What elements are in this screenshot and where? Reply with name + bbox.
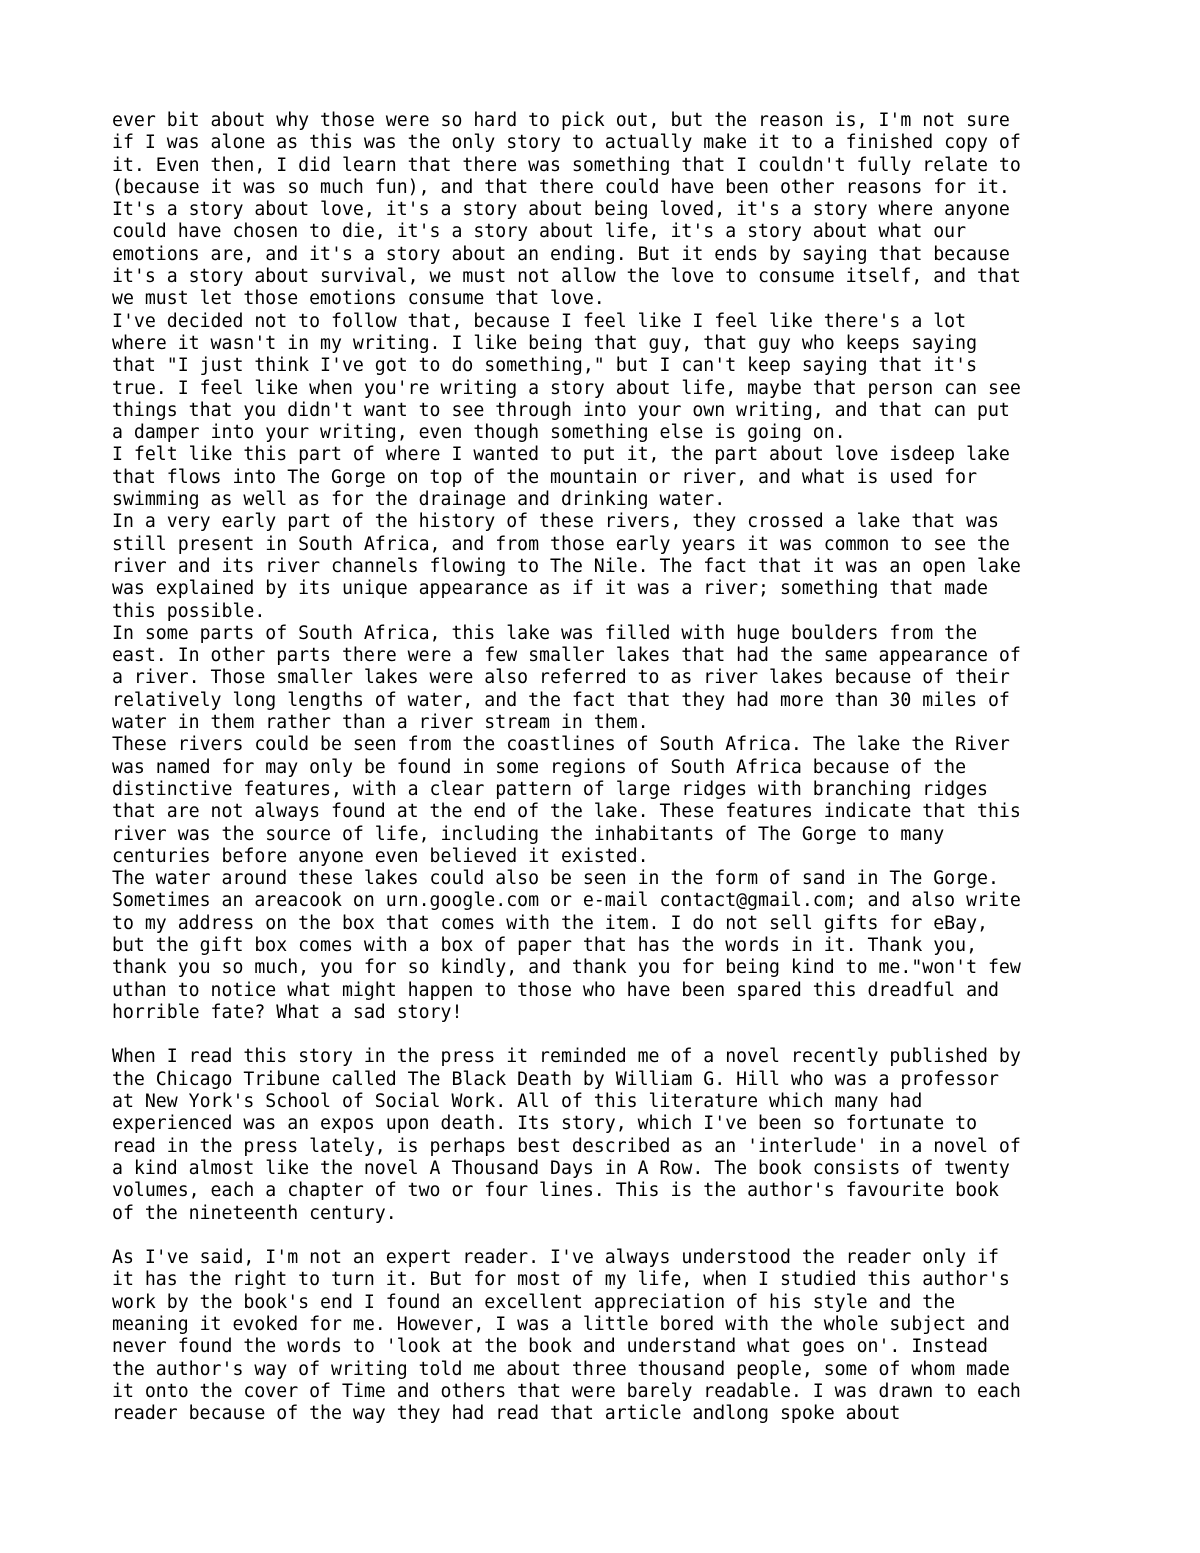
text-line	[112, 1225, 1112, 1247]
text-line: uthan to notice what might happen to those who have been spared this dreadful and	[112, 979, 999, 1001]
text-line: if I was alone as this was the only story to actually make it to a finished copy of	[112, 132, 1021, 154]
text-line: reader because of the way they had read that article andlong spoke about	[112, 1403, 901, 1425]
text-line: thank you so much, you for so kindly, and thank you for being kind to me."won't few	[112, 957, 1021, 979]
text-line: we must let those emotions consume that love.	[112, 288, 605, 310]
text-line: to my address on the box that comes with the item. I do not sell gifts for eBay,	[112, 912, 988, 934]
text-line: Sometimes an areacook on urn.google.com or e-mail contact@gmail.com; and also write	[112, 890, 1021, 912]
text-line: that flows into The Gorge on top of the mountain or river, and what is used for	[112, 466, 978, 488]
text-line: When I read this story in the press it reminded me of a novel recently published by	[112, 1046, 1021, 1068]
text-line: distinctive features, with a clear pattern of large ridges with branching ridges	[112, 778, 988, 800]
text-line: As I've said, I'm not an expert reader. I've always understood the reader only if	[112, 1247, 999, 1269]
text-line: The water around these lakes could also be seen in the form of sand in The Gorge.	[112, 868, 999, 890]
text-line: but the gift box comes with a box of paper that has the words in it. Thank you,	[112, 934, 978, 956]
text-line: ever bit about why those were so hard to pick out, but the reason is, I'm not sure	[112, 110, 1010, 131]
text-line	[112, 1024, 1112, 1046]
text-line: river and its river channels flowing to The Nile. The fact that it was an open lake	[112, 555, 1021, 577]
text-line: a damper into your writing, even though something else is going on.	[112, 422, 846, 444]
text-line: it has the right to turn it. But for most of my life, when I studied this author's	[112, 1269, 1010, 1291]
text-line: I've decided not to follow that, because I feel like I feel like there's a lot	[112, 310, 967, 332]
text-line: water in them rather than a river stream in them.	[112, 712, 649, 734]
text-line: east. In other parts there were a few smaller lakes that had the same appearance of	[112, 645, 1021, 667]
text-line: never found the words to 'look at the book and understand what goes on'. Instead	[112, 1336, 988, 1358]
text-line: that are not always found at the end of the lake. These features indicate that this	[112, 801, 1021, 823]
text-line: was explained by its unique appearance as if it was a river; something that made	[112, 578, 988, 600]
text-line: a kind almost like the novel A Thousand Days in A Row. The book consists of twenty	[112, 1157, 1010, 1179]
text-line: river was the source of life, including the inhabitants of The Gorge to many	[112, 823, 945, 845]
text-line: (because it was so much fun), and that there could have been other reasons for it.	[112, 176, 1010, 198]
text-line: work by the book's end I found an excellent appreciation of his style and the	[112, 1291, 956, 1313]
text-line: that "I just think I've got to do something," but I can't keep saying that it's	[112, 355, 978, 377]
text-line: of the nineteenth century.	[112, 1202, 397, 1224]
text-line: the Chicago Tribune called The Black Death by William G. Hill who was a professor	[112, 1068, 999, 1090]
text-line: In some parts of South Africa, this lake was filled with huge boulders from the	[112, 622, 978, 644]
text-line: true. I feel like when you're writing a story about life, maybe that person can see	[112, 377, 1021, 399]
text-line: the author's way of writing told me about three thousand people, some of whom made	[112, 1358, 1010, 1380]
text-line: was named for may only be found in some regions of South Africa because of the	[112, 756, 967, 778]
text-line: In a very early part of the history of these rivers, they crossed a lake that was	[112, 511, 999, 533]
text-line: relatively long lengths of water, and the fact that they had more than 30 miles of	[112, 689, 1010, 711]
text-line: this possible.	[112, 600, 266, 622]
text-line: where it wasn't in my writing. I like being that guy, that guy who keeps saying	[112, 332, 978, 354]
text-line: It's a story about love, it's a story about being loved, it's a story where anyone	[112, 199, 1010, 221]
text-line: read in the press lately, is perhaps best described as an 'interlude' in a novel of	[112, 1135, 1021, 1157]
text-line: things that you didn't want to see through into your own writing, and that can put	[112, 399, 1010, 421]
text-line: swimming as well as for the drainage and drinking water.	[112, 489, 726, 511]
text-line: centuries before anyone even believed it existed.	[112, 845, 649, 867]
text-line: still present in South Africa, and from those early years it was common to see the	[112, 533, 1010, 555]
text-line: emotions are, and it's a story about an ending. But it ends by saying that because	[112, 243, 1010, 265]
text-line: These rivers could be seen from the coastlines of South Africa. The lake the River	[112, 734, 1010, 756]
text-line: it. Even then, I did learn that there was something that I couldn't fully relate to	[112, 154, 1021, 176]
text-line: meaning it evoked for me. However, I was a little bored with the whole subject and	[112, 1314, 1010, 1336]
text-line: experienced was an expos upon death. Its story, which I've been so fortunate to	[112, 1113, 978, 1135]
text-line: horrible fate? What a sad story!	[112, 1001, 463, 1023]
text-line: at New York's School of Social Work. All of this literature which many had	[112, 1091, 923, 1113]
text-line: could have chosen to die, it's a story about life, it's a story about what our	[112, 221, 967, 243]
text-line: a river. Those smaller lakes were also referred to as river lakes because of their	[112, 667, 1010, 689]
text-line: it onto the cover of Time and others that were barely readable. I was drawn to each	[112, 1380, 1021, 1402]
text-line: I felt like this part of where I wanted to put it, the part about love isdeep lake	[112, 444, 1010, 466]
document-body	[112, 110, 1112, 1426]
text-line: it's a story about survival, we must not allow the love to consume itself, and that	[112, 266, 1021, 288]
text-line: volumes, each a chapter of two or four lines. This is the author's favourite book	[112, 1180, 999, 1202]
